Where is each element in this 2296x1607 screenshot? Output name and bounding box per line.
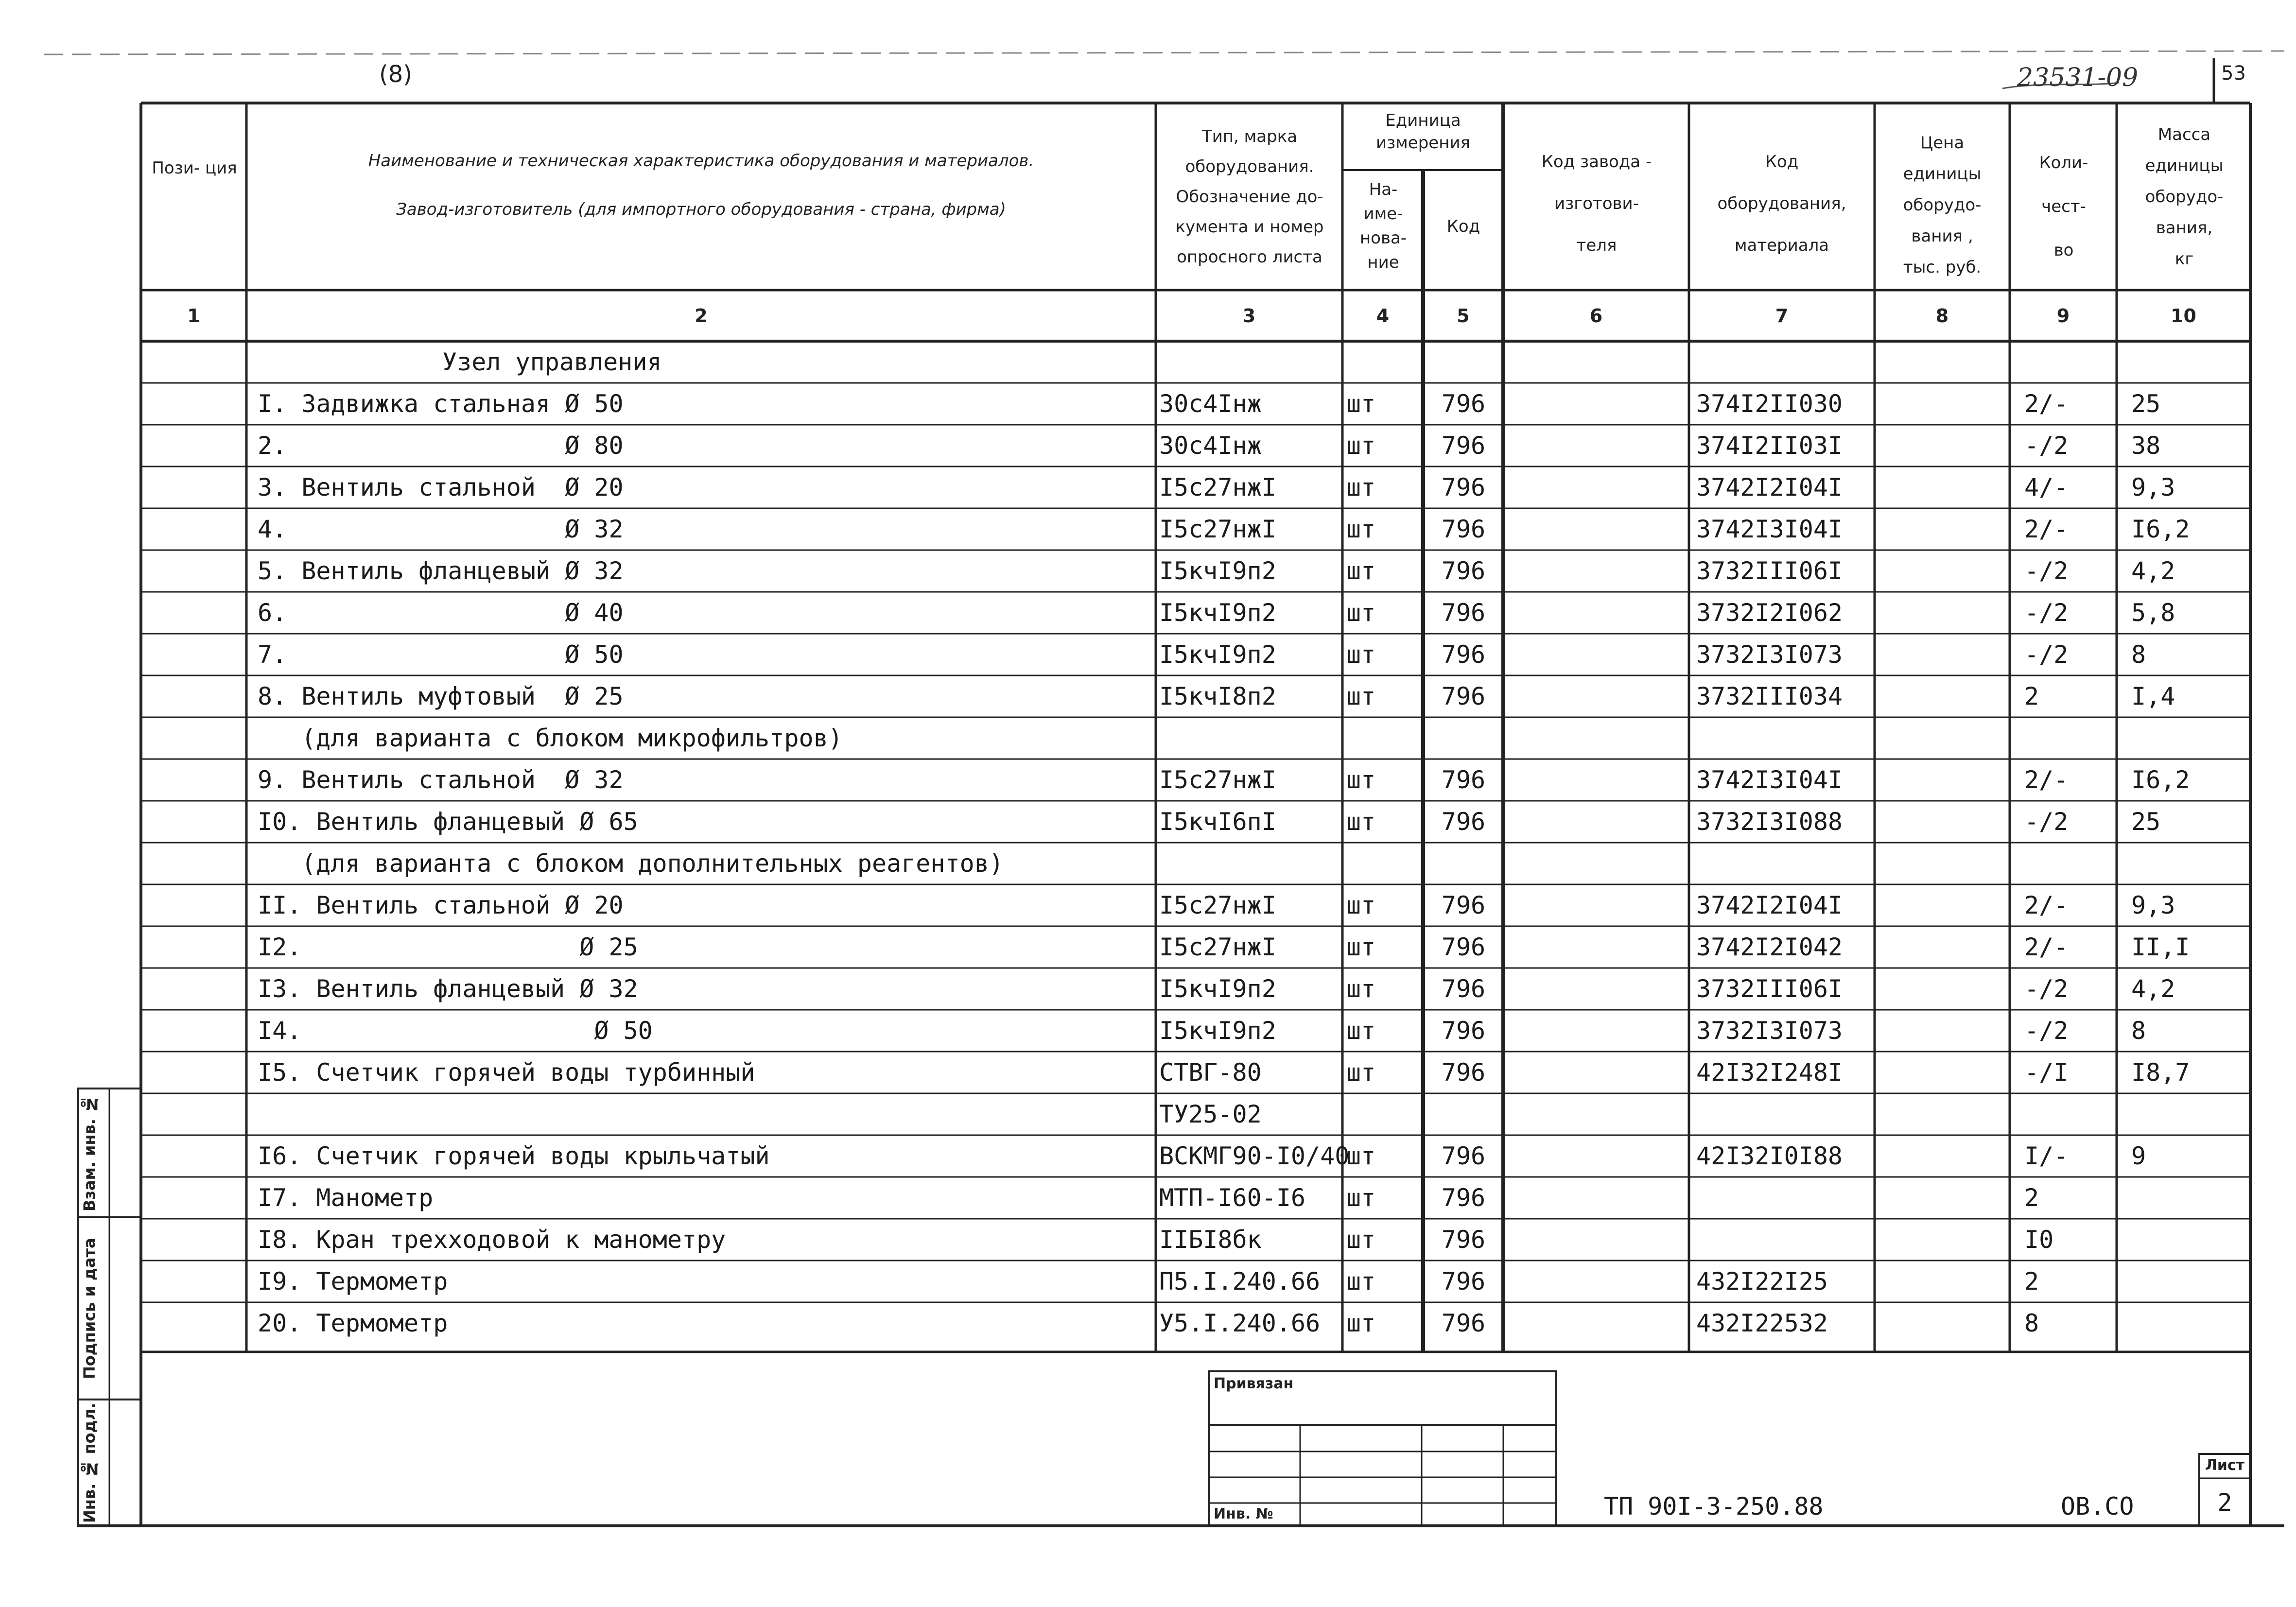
col-number: 6: [1589, 305, 1603, 327]
col-number: 3: [1242, 305, 1256, 327]
cell-name: I2. Ø 25: [258, 933, 638, 961]
cell-type: П5.I.240.66: [1159, 1267, 1321, 1296]
cell-qty: I0: [2024, 1226, 2054, 1254]
header-mass-line: оборудо-: [2145, 187, 2224, 207]
cell-name: (для варианта с блоком микрофильтров): [301, 724, 843, 752]
cell-type: МТП-I60-I6: [1159, 1184, 1306, 1212]
cell-code: 796: [1441, 682, 1486, 710]
cell-unit: шт: [1346, 1309, 1376, 1337]
cell-type: I5с27нжI: [1159, 515, 1276, 543]
header-name-line2: Завод-изготовитель (для импортного оборудования - страна, фирма): [396, 200, 1006, 219]
cell-code: 796: [1441, 640, 1486, 669]
col-number: 1: [187, 305, 200, 327]
table-row: [0, 717, 2296, 759]
header-type: [1159, 121, 1340, 272]
header-type-line: Тип, марка: [1201, 127, 1298, 146]
table-row: [0, 508, 2296, 550]
cell-name: I. Задвижка стальная Ø 50: [258, 390, 624, 418]
cell-unit: шт: [1346, 933, 1376, 961]
cell-mass: 4,2: [2131, 557, 2175, 585]
cell-code: 796: [1441, 515, 1486, 543]
side-label-replace: Взам. инв. №: [80, 1094, 99, 1211]
header-unit-name-line: нова-: [1359, 228, 1407, 248]
cell-name: 3. Вентиль стальной Ø 20: [258, 473, 624, 501]
cell-qty: 2/-: [2024, 766, 2069, 794]
cell-qty: -/2: [2024, 975, 2069, 1003]
cell-type: СТВГ-80: [1159, 1058, 1262, 1087]
cell-code: 796: [1441, 891, 1486, 919]
cell-name: I9. Термометр: [258, 1267, 448, 1296]
cell-equip: 3732III034: [1696, 682, 1843, 710]
cell-name: 5. Вентиль фланцевый Ø 32: [258, 557, 624, 585]
cell-unit: шт: [1346, 390, 1376, 418]
cell-mass: 8: [2131, 1017, 2146, 1045]
cell-name: 4. Ø 32: [258, 515, 624, 543]
cell-type: I5кчI9п2: [1159, 557, 1276, 585]
table-row: [0, 1177, 2296, 1219]
header-quantity-line: чест-: [2041, 197, 2086, 216]
cell-name: 20. Термометр: [258, 1309, 448, 1337]
col-number: 7: [1775, 305, 1789, 327]
table-row: [0, 383, 2296, 425]
cell-unit: шт: [1346, 432, 1376, 460]
header-unit-name-line: ние: [1367, 253, 1399, 272]
cell-unit: шт: [1346, 1058, 1376, 1087]
cell-type: I5кчI6пI: [1159, 808, 1276, 836]
table-row: [0, 1219, 2296, 1261]
header-price-line: вания ,: [1911, 226, 1973, 246]
sheet-number: 2: [2217, 1488, 2232, 1517]
cell-code: 796: [1441, 557, 1486, 585]
cell-unit: шт: [1346, 808, 1376, 836]
table-row: [0, 843, 2296, 884]
table-row: [0, 1093, 2296, 1135]
cell-type: I5кчI9п2: [1159, 640, 1276, 669]
cell-mass: 38: [2131, 432, 2161, 460]
cell-code: 796: [1441, 808, 1486, 836]
header-unit-name: [1345, 177, 1421, 275]
cell-mass: 8: [2131, 640, 2146, 669]
cell-code: 796: [1441, 473, 1486, 501]
cell-qty: 2: [2024, 682, 2039, 710]
cell-mass: I6,2: [2131, 515, 2190, 543]
cell-equip: 3742I3I04I: [1696, 515, 1843, 543]
table-row: [0, 1261, 2296, 1302]
cell-code: 796: [1441, 933, 1486, 961]
cell-unit: шт: [1346, 557, 1376, 585]
cell-name: 2. Ø 80: [258, 432, 624, 460]
cell-type: I5с27нжI: [1159, 473, 1276, 501]
table-row: [0, 675, 2296, 717]
page-mark: (8): [379, 61, 412, 88]
table-row: [0, 1135, 2296, 1177]
header-price-line: оборудо-: [1903, 195, 1982, 215]
cell-qty: 2: [2024, 1267, 2039, 1296]
header-price-line: тыс. руб.: [1903, 258, 1982, 277]
cell-name: I8. Кран трехходовой к манометру: [258, 1226, 726, 1254]
cell-code: 796: [1441, 1226, 1486, 1254]
header-price-line: единицы: [1903, 164, 1982, 184]
cell-code: 796: [1441, 1058, 1486, 1087]
cell-type: I5кчI9п2: [1159, 975, 1276, 1003]
header-price: [1877, 127, 2007, 283]
table-row: [0, 550, 2296, 592]
col-number: 2: [695, 305, 708, 327]
cell-code: 796: [1441, 432, 1486, 460]
cell-equip: 3732I3I073: [1696, 640, 1843, 669]
stamp-bound-label: Привязан: [1214, 1375, 1294, 1392]
cell-name: 7. Ø 50: [258, 640, 624, 669]
cell-qty: 8: [2024, 1309, 2039, 1337]
table-row: [0, 884, 2296, 926]
cell-type: 30с4Iнж: [1159, 390, 1262, 418]
col-number: 5: [1457, 305, 1470, 327]
cell-qty: 2/-: [2024, 933, 2069, 961]
cell-equip: 3742I2I04I: [1696, 473, 1843, 501]
header-unit-group: Единица измерения: [1375, 111, 1471, 153]
cell-mass: I,4: [2131, 682, 2175, 710]
header-factory-code: [1507, 141, 1687, 266]
cell-equip: 3742I2I04I: [1696, 891, 1843, 919]
header-mass-line: кг: [2174, 249, 2194, 269]
header-factory-line: Код завода -: [1541, 152, 1652, 172]
cell-type: I5с27нжI: [1159, 933, 1276, 961]
cell-equip: 42I32I248I: [1696, 1058, 1843, 1087]
cell-mass: 9,3: [2131, 473, 2175, 501]
header-mass-line: единицы: [2145, 156, 2224, 175]
header-unit-name-line: име-: [1363, 204, 1403, 224]
cell-unit: шт: [1346, 599, 1376, 627]
cell-type: ТУ25-02: [1159, 1100, 1262, 1128]
cell-equip: 3742I2I042: [1696, 933, 1843, 961]
cell-name: 8. Вентиль муфтовый Ø 25: [258, 682, 624, 710]
header-quantity-line: Коли-: [2039, 153, 2088, 173]
cell-code: 796: [1441, 1184, 1486, 1212]
cell-qty: 2: [2024, 1184, 2039, 1212]
cell-qty: -/2: [2024, 599, 2069, 627]
header-unit-code: Код: [1446, 217, 1480, 236]
cell-mass: I8,7: [2131, 1058, 2190, 1087]
table-row: [0, 634, 2296, 675]
cell-name: Узел управления: [442, 348, 662, 376]
cell-name: I6. Счетчик горячей воды крыльчатый: [258, 1142, 770, 1170]
cell-equip: 3732I3I073: [1696, 1017, 1843, 1045]
header-type-line: оборудования.: [1185, 157, 1314, 176]
cell-qty: I/-: [2024, 1142, 2069, 1170]
cell-equip: 3732I3I088: [1696, 808, 1843, 836]
cell-unit: шт: [1346, 1017, 1376, 1045]
cell-equip: 374I2II030: [1696, 390, 1843, 418]
table-row: [0, 968, 2296, 1010]
header-mass-line: вания,: [2156, 218, 2213, 238]
cell-name: I4. Ø 50: [258, 1017, 653, 1045]
cell-name: 6. Ø 40: [258, 599, 624, 627]
cell-mass: 9: [2131, 1142, 2146, 1170]
cell-unit: шт: [1346, 975, 1376, 1003]
col-number: 4: [1376, 305, 1390, 327]
sheet-label: Лист: [2205, 1457, 2245, 1474]
header-type-line: Обозначение до-: [1176, 187, 1323, 207]
cell-type: ВСКМГ90-I0/40: [1159, 1142, 1350, 1170]
cell-code: 796: [1441, 1142, 1486, 1170]
cell-unit: шт: [1346, 1226, 1376, 1254]
cell-qty: 4/-: [2024, 473, 2069, 501]
header-equipment-line: Код: [1765, 152, 1799, 172]
header-type-line: кумента и номер: [1175, 217, 1324, 237]
cell-name: II. Вентиль стальной Ø 20: [258, 891, 624, 919]
cell-type: У5.I.240.66: [1159, 1309, 1321, 1337]
header-name-line1: Наименование и техническая характеристика оборудования и материалов.: [368, 151, 1034, 171]
cell-equip: 432I22532: [1696, 1309, 1828, 1337]
cell-unit: шт: [1346, 682, 1376, 710]
cell-name: I5. Счетчик горячей воды турбинный: [258, 1058, 755, 1087]
cell-unit: шт: [1346, 1142, 1376, 1170]
header-quantity-line: во: [2053, 241, 2074, 260]
cell-code: 796: [1441, 599, 1486, 627]
table-row: [0, 592, 2296, 634]
cell-qty: -/2: [2024, 557, 2069, 585]
cell-qty: -/I: [2024, 1058, 2069, 1087]
cell-mass: 25: [2131, 390, 2161, 418]
cell-equip: 374I2II03I: [1696, 432, 1843, 460]
table-row: [0, 1052, 2296, 1093]
cell-type: I5с27нжI: [1159, 766, 1276, 794]
cell-qty: 2/-: [2024, 390, 2069, 418]
cell-mass: I6,2: [2131, 766, 2190, 794]
cell-unit: шт: [1346, 473, 1376, 501]
cell-unit: шт: [1346, 1267, 1376, 1296]
cell-name: 9. Вентиль стальной Ø 32: [258, 766, 624, 794]
cell-name: I0. Вентиль фланцевый Ø 65: [258, 808, 638, 836]
document-suffix: ОВ.СО: [2061, 1492, 2134, 1521]
side-label-sign: Подпись и дата: [80, 1238, 99, 1379]
header-equipment-line: материала: [1734, 236, 1829, 255]
stamp-inv-label: Инв. №: [1214, 1505, 1273, 1522]
cell-qty: -/2: [2024, 1017, 2069, 1045]
cell-unit: шт: [1346, 891, 1376, 919]
cell-type: 30с4Iнж: [1159, 432, 1262, 460]
cell-code: 796: [1441, 975, 1486, 1003]
cell-qty: -/2: [2024, 640, 2069, 669]
cell-qty: 2/-: [2024, 515, 2069, 543]
cell-type: IIБI8бк: [1159, 1226, 1262, 1254]
table-row: [0, 341, 2296, 383]
header-equipment-code: [1691, 141, 1872, 266]
header-factory-line: изготови-: [1554, 194, 1639, 213]
cell-qty: -/2: [2024, 808, 2069, 836]
cell-qty: -/2: [2024, 432, 2069, 460]
cell-mass: 4,2: [2131, 975, 2175, 1003]
header-unit-name-line: На-: [1369, 180, 1398, 199]
cell-mass: 25: [2131, 808, 2161, 836]
cell-name: (для варианта с блоком дополнительных реагентов): [301, 849, 1004, 878]
cell-equip: 3732I2I062: [1696, 599, 1843, 627]
cell-qty: 2/-: [2024, 891, 2069, 919]
cell-code: 796: [1441, 1309, 1486, 1337]
col-number: 9: [2056, 305, 2070, 327]
cell-code: 796: [1441, 390, 1486, 418]
cell-type: I5кчI9п2: [1159, 1017, 1276, 1045]
cell-equip: 3732III06I: [1696, 557, 1843, 585]
cell-code: 796: [1441, 766, 1486, 794]
table-row: [0, 759, 2296, 801]
col-number: 8: [1935, 305, 1949, 327]
table-row: [0, 926, 2296, 968]
cell-type: I5с27нжI: [1159, 891, 1276, 919]
header-factory-line: теля: [1576, 236, 1617, 255]
cell-unit: шт: [1346, 515, 1376, 543]
cell-type: I5кчI9п2: [1159, 599, 1276, 627]
cell-equip: 432I22I25: [1696, 1267, 1828, 1296]
table-row: [0, 801, 2296, 843]
header-price-line: Цена: [1920, 133, 1965, 153]
table-row: [0, 1302, 2296, 1344]
cell-code: 796: [1441, 1017, 1486, 1045]
col-number: 10: [2171, 305, 2196, 327]
cell-name: I3. Вентиль фланцевый Ø 32: [258, 975, 638, 1003]
handwritten-number: 23531-09: [2017, 63, 2139, 92]
table-row: [0, 425, 2296, 467]
header-type-line: опросного листа: [1177, 247, 1322, 267]
cell-mass: 9,3: [2131, 891, 2175, 919]
document-code: ТП 90I-3-250.88: [1604, 1492, 1824, 1521]
cell-equip: 3732III06I: [1696, 975, 1843, 1003]
header-mass: [2119, 119, 2249, 275]
cell-type: I5кчI8п2: [1159, 682, 1276, 710]
header-equipment-line: оборудования,: [1717, 194, 1846, 213]
cell-unit: шт: [1346, 766, 1376, 794]
cell-mass: 5,8: [2131, 599, 2175, 627]
cell-mass: II,I: [2131, 933, 2190, 961]
cell-code: 796: [1441, 1267, 1486, 1296]
cell-equip: 3742I3I04I: [1696, 766, 1843, 794]
cell-name: I7. Манометр: [258, 1184, 434, 1212]
corner-number: 53: [2221, 62, 2246, 85]
cell-equip: 42I32I0I88: [1696, 1142, 1843, 1170]
header-position: Пози- ция: [152, 158, 237, 178]
table-row: [0, 1010, 2296, 1052]
cell-unit: шт: [1346, 1184, 1376, 1212]
header-quantity: [2012, 141, 2115, 272]
header-mass-line: Масса: [2157, 125, 2211, 144]
side-label-orig: Инв. № подл.: [80, 1402, 99, 1523]
table-row: [0, 467, 2296, 508]
cell-unit: шт: [1346, 640, 1376, 669]
